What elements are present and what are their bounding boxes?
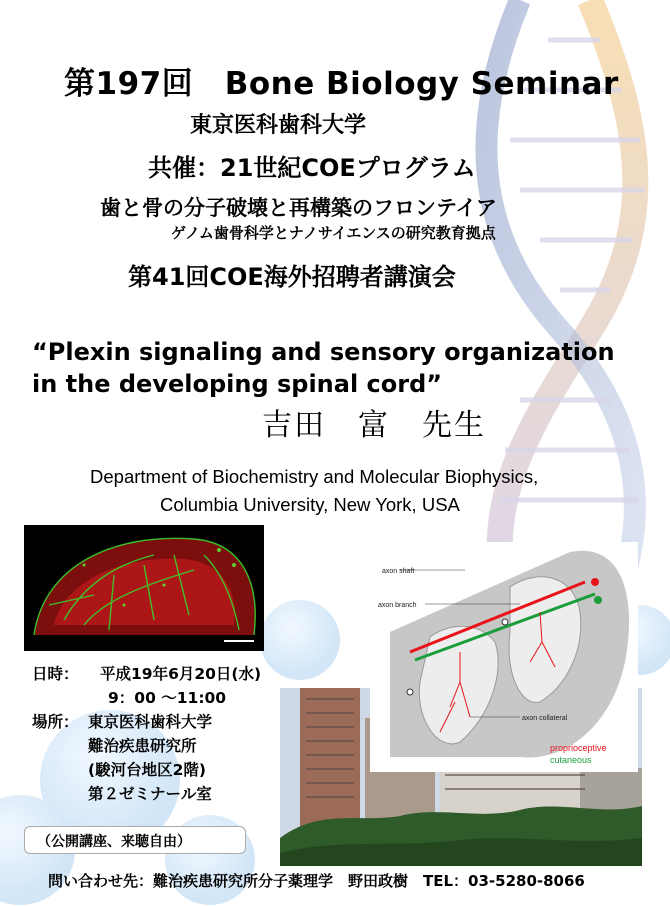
public-lecture-notice: （公開講座、来聴自由） bbox=[37, 834, 191, 850]
label-axon-shaft: axon shaft bbox=[382, 568, 415, 575]
lecture-series-title: 第41回COE海外招聘者講演会 bbox=[128, 263, 456, 291]
public-lecture-notice-box bbox=[24, 826, 246, 854]
legend-cutaneous: cutaneous bbox=[550, 755, 592, 765]
talk-title-line1: “Plexin signaling and sensory organization bbox=[32, 338, 615, 366]
date-label: 日時： bbox=[32, 665, 79, 683]
talk-title-line2: in the developing spinal cord” bbox=[32, 370, 443, 398]
event-time: 9：00 ～11:00 bbox=[108, 689, 227, 707]
venue-university: 東京医科歯科大学 bbox=[88, 713, 213, 731]
contact-info: 問い合わせ先：難治疾患研究所分子薬理学 野田政樹 TEL：03-5280-8066 bbox=[48, 872, 585, 890]
program-title: 歯と骨の分子破壊と再構築のフロンテイア bbox=[100, 196, 497, 220]
venue-institute: 難治疾患研究所 bbox=[88, 737, 197, 755]
affiliation-line2: Columbia University, New York, USA bbox=[160, 494, 460, 515]
axon-branching-diagram bbox=[370, 542, 638, 772]
cohost-program: 共催：21世紀COEプログラム bbox=[148, 154, 476, 182]
speaker-name: 吉田 富 先生 bbox=[262, 408, 486, 443]
label-axon-branch: axon branch bbox=[378, 602, 417, 609]
university-name: 東京医科歯科大学 bbox=[190, 113, 367, 138]
label-axon-collateral: axon collateral bbox=[522, 715, 568, 722]
program-subtitle: ゲノム歯骨科学とナノサイエンスの研究教育拠点 bbox=[171, 224, 496, 242]
legend-proprioceptive: proprioceptive bbox=[550, 743, 607, 753]
affiliation-line1: Department of Biochemistry and Molecular Biophysics, bbox=[90, 466, 539, 487]
place-label: 場所： bbox=[32, 713, 79, 731]
seminar-title: 第197回 Bone Biology Seminar bbox=[64, 66, 619, 102]
venue-campus: (駿河台地区2階) bbox=[88, 761, 206, 779]
event-date: 平成19年6月20日(水) bbox=[100, 665, 262, 683]
spinal-cord-micrograph bbox=[24, 525, 264, 651]
venue-room: 第２ゼミナール室 bbox=[88, 785, 212, 803]
